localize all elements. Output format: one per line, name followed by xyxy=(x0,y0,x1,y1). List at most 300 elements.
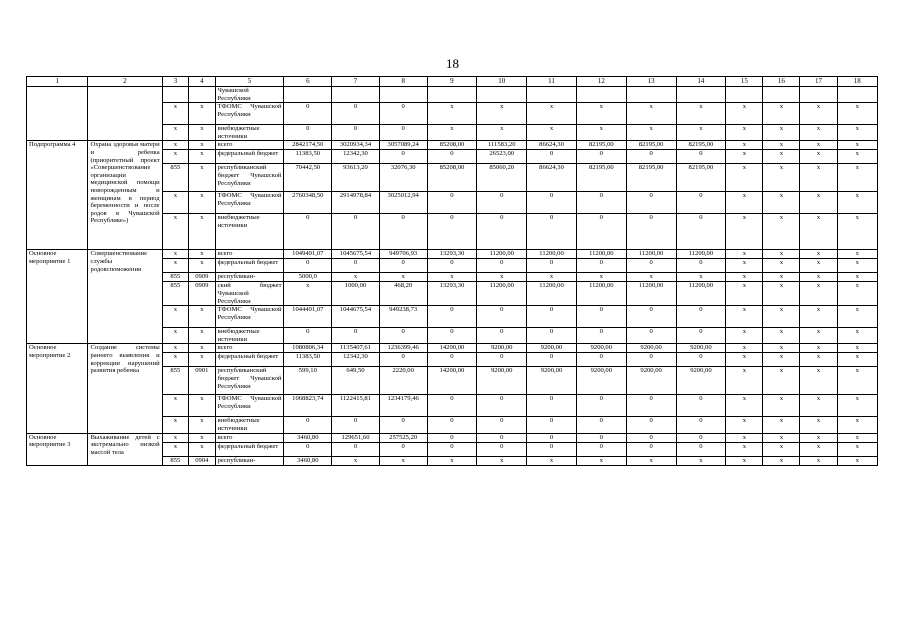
value-cell: х xyxy=(837,214,877,250)
value-cell: 0 xyxy=(527,353,577,367)
value-cell: х xyxy=(332,273,380,282)
value-cell: 2760348,50 xyxy=(284,192,332,214)
value-cell: х xyxy=(763,367,800,395)
table-body xyxy=(27,87,878,466)
value-cell: 0 xyxy=(379,442,427,456)
value-cell: 0 xyxy=(284,442,332,456)
value-cell: 2220,00 xyxy=(379,367,427,395)
value-cell: 9200,00 xyxy=(576,367,626,395)
value-cell: х xyxy=(800,192,837,214)
value-cell: 13293,30 xyxy=(427,250,477,259)
value-cell: 11383,50 xyxy=(284,150,332,164)
value-cell: х xyxy=(427,273,477,282)
value-cell: х xyxy=(763,353,800,367)
value-cell: 3057089,24 xyxy=(379,141,427,150)
value-cell: х xyxy=(726,141,763,150)
value-cell: 0 xyxy=(626,150,676,164)
grbs-code-cell: х xyxy=(162,125,188,141)
value-cell: 1000,00 xyxy=(332,282,380,306)
table-row xyxy=(27,87,878,103)
header-cell: 2 xyxy=(88,77,162,87)
value-cell: 0 xyxy=(379,353,427,367)
grbs-code-cell: х xyxy=(162,442,188,456)
value-cell: 82195,00 xyxy=(576,141,626,150)
value-cell: 93613,20 xyxy=(332,164,380,192)
value-cell: 111583,20 xyxy=(477,141,527,150)
program-name-cell: Создание системы раннего выявления и коррекции нарушений развития ребенка xyxy=(88,344,162,433)
value-cell: 0 xyxy=(676,395,726,417)
value-cell: 0 xyxy=(576,395,626,417)
value-cell: 11200,00 xyxy=(527,250,577,259)
value-cell: х xyxy=(800,214,837,250)
value-cell: х xyxy=(800,273,837,282)
section-code-cell: 0909 xyxy=(189,273,215,282)
value-cell: х xyxy=(763,442,800,456)
value-cell: 0 xyxy=(427,306,477,328)
grbs-code-cell: 855 xyxy=(162,273,188,282)
value-cell: 0 xyxy=(427,353,477,367)
value-cell: 0 xyxy=(284,103,332,125)
value-cell: х xyxy=(726,456,763,465)
funding-source-cell: республиканский бюджет Чувашской Республики xyxy=(215,164,284,192)
value-cell: 0 xyxy=(676,259,726,273)
value-cell: х xyxy=(726,442,763,456)
header-cell: 8 xyxy=(379,77,427,87)
value-cell: х xyxy=(576,273,626,282)
funding-source-cell: всего xyxy=(215,433,284,442)
value-cell: х xyxy=(427,456,477,465)
value-cell: 86624,30 xyxy=(527,164,577,192)
header-cell: 13 xyxy=(626,77,676,87)
value-cell: х xyxy=(800,395,837,417)
value-cell: 0 xyxy=(676,328,726,344)
section-code-cell: х xyxy=(189,103,215,125)
value-cell: 0 xyxy=(477,417,527,433)
grbs-code-cell: х xyxy=(162,214,188,250)
value-cell: 0 xyxy=(427,433,477,442)
funding-source-cell: всего xyxy=(215,344,284,353)
value-cell: 1122415,81 xyxy=(332,395,380,417)
value-cell: 3460,80 xyxy=(284,456,332,465)
value-cell: х xyxy=(527,456,577,465)
table-row xyxy=(27,433,878,442)
value-cell: 9200,00 xyxy=(477,344,527,353)
value-cell: х xyxy=(800,353,837,367)
value-cell: 82195,00 xyxy=(626,164,676,192)
value-cell: 0 xyxy=(626,395,676,417)
value-cell: 0 xyxy=(427,417,477,433)
section-code-cell: х xyxy=(189,192,215,214)
program-title-cell: Основное мероприятие 2 xyxy=(27,344,88,433)
value-cell: х xyxy=(626,273,676,282)
value-cell: х xyxy=(800,344,837,353)
value-cell: х xyxy=(763,150,800,164)
program-title-cell: Подпрограмма 4 xyxy=(27,141,88,250)
value-cell: 0 xyxy=(284,417,332,433)
value-cell xyxy=(576,87,626,103)
section-code-cell: х xyxy=(189,433,215,442)
value-cell: 0 xyxy=(626,433,676,442)
value-cell: 1044675,54 xyxy=(332,306,380,328)
section-code-cell: х xyxy=(189,417,215,433)
value-cell: х xyxy=(676,273,726,282)
grbs-code-cell: х xyxy=(162,417,188,433)
grbs-code-cell: х xyxy=(162,192,188,214)
value-cell: х xyxy=(763,306,800,328)
value-cell: 0 xyxy=(284,214,332,250)
value-cell xyxy=(800,87,837,103)
value-cell: 0 xyxy=(527,395,577,417)
value-cell: 0 xyxy=(427,214,477,250)
table-row xyxy=(27,250,878,259)
program-title-cell xyxy=(27,87,88,141)
section-code-cell xyxy=(189,87,215,103)
value-cell: 0 xyxy=(379,150,427,164)
value-cell: х xyxy=(837,328,877,344)
grbs-code-cell: 855 xyxy=(162,282,188,306)
value-cell: 11200,00 xyxy=(527,282,577,306)
value-cell: х xyxy=(763,328,800,344)
value-cell: х xyxy=(800,125,837,141)
value-cell: 82195,00 xyxy=(676,141,726,150)
value-cell: х xyxy=(763,456,800,465)
value-cell: х xyxy=(726,259,763,273)
value-cell: х xyxy=(837,433,877,442)
value-cell: 9200,00 xyxy=(477,367,527,395)
value-cell: 0 xyxy=(676,353,726,367)
value-cell: 0 xyxy=(626,259,676,273)
value-cell: 0 xyxy=(427,150,477,164)
grbs-code-cell: х xyxy=(162,395,188,417)
value-cell: 85060,20 xyxy=(477,164,527,192)
value-cell: х xyxy=(800,103,837,125)
value-cell: 0 xyxy=(527,417,577,433)
value-cell: х xyxy=(527,103,577,125)
value-cell: 0 xyxy=(676,306,726,328)
value-cell xyxy=(726,87,763,103)
header-cell: 4 xyxy=(189,77,215,87)
section-code-cell: х xyxy=(189,395,215,417)
grbs-code-cell: 855 xyxy=(162,367,188,395)
value-cell: х xyxy=(726,192,763,214)
value-cell: 1045675,54 xyxy=(332,250,380,259)
value-cell: х xyxy=(763,433,800,442)
value-cell: 0 xyxy=(379,125,427,141)
grbs-code-cell: х xyxy=(162,306,188,328)
program-name-cell: Совершенствование службы родовспоможения xyxy=(88,250,162,344)
value-cell: 0 xyxy=(576,192,626,214)
value-cell: х xyxy=(837,141,877,150)
section-code-cell: х xyxy=(189,328,215,344)
value-cell: х xyxy=(837,456,877,465)
value-cell: 12342,30 xyxy=(332,150,380,164)
program-name-cell: Выхаживание детей с экстремально низкой массой тела xyxy=(88,433,162,465)
value-cell: 0 xyxy=(379,103,427,125)
header-cell: 15 xyxy=(726,77,763,87)
value-cell: 85208,00 xyxy=(427,164,477,192)
value-cell: х xyxy=(726,433,763,442)
value-cell: х xyxy=(576,125,626,141)
value-cell: 0 xyxy=(527,150,577,164)
section-code-cell: 0904 xyxy=(189,456,215,465)
value-cell: 0 xyxy=(379,328,427,344)
header-cell: 3 xyxy=(162,77,188,87)
header-cell: 12 xyxy=(576,77,626,87)
value-cell: х xyxy=(527,273,577,282)
header-cell: 14 xyxy=(676,77,726,87)
value-cell: 26523,00 xyxy=(477,150,527,164)
value-cell: х xyxy=(626,456,676,465)
value-cell: х xyxy=(763,192,800,214)
value-cell: 82195,00 xyxy=(576,164,626,192)
value-cell: 9200,00 xyxy=(527,344,577,353)
value-cell: 11383,50 xyxy=(284,353,332,367)
value-cell: 0 xyxy=(477,433,527,442)
value-cell: 0 xyxy=(379,417,427,433)
value-cell: х xyxy=(676,103,726,125)
funding-source-cell: внебюджетные источники xyxy=(215,417,284,433)
value-cell: х xyxy=(379,456,427,465)
value-cell: 0 xyxy=(477,395,527,417)
value-cell: х xyxy=(726,395,763,417)
value-cell: 0 xyxy=(576,150,626,164)
value-cell: х xyxy=(576,456,626,465)
value-cell: 1080806,34 xyxy=(284,344,332,353)
grbs-code-cell: х xyxy=(162,250,188,259)
section-code-cell: х xyxy=(189,353,215,367)
value-cell: х xyxy=(763,259,800,273)
value-cell: х xyxy=(763,250,800,259)
funding-source-cell: ТФОМС Чувашской Республики xyxy=(215,306,284,328)
value-cell: х xyxy=(837,417,877,433)
table-row xyxy=(27,344,878,353)
value-cell: х xyxy=(763,417,800,433)
value-cell: 14200,00 xyxy=(427,344,477,353)
header-cell: 11 xyxy=(527,77,577,87)
budget-table xyxy=(26,76,878,466)
value-cell xyxy=(676,87,726,103)
value-cell: 0 xyxy=(626,306,676,328)
value-cell: 3020934,34 xyxy=(332,141,380,150)
value-cell: 5000,0 xyxy=(284,273,332,282)
value-cell: х xyxy=(800,164,837,192)
section-code-cell: х xyxy=(189,164,215,192)
funding-source-cell: ТФОМС Чувашской Республики xyxy=(215,192,284,214)
value-cell: 0 xyxy=(332,417,380,433)
value-cell xyxy=(284,87,332,103)
grbs-code-cell: х xyxy=(162,433,188,442)
value-cell: 1044491,07 xyxy=(284,306,332,328)
value-cell: х xyxy=(800,433,837,442)
value-cell: 0 xyxy=(576,328,626,344)
value-cell: 129651,60 xyxy=(332,433,380,442)
header-row xyxy=(27,77,878,87)
page-number: 18 xyxy=(446,56,459,71)
grbs-code-cell: 855 xyxy=(162,456,188,465)
value-cell: х xyxy=(837,282,877,306)
value-cell: 13293,30 xyxy=(427,282,477,306)
value-cell: х xyxy=(576,103,626,125)
value-cell: 0 xyxy=(332,125,380,141)
value-cell: х xyxy=(763,125,800,141)
value-cell: х xyxy=(726,125,763,141)
value-cell: 12342,30 xyxy=(332,353,380,367)
funding-source-cell: внебюджетные источники xyxy=(215,328,284,344)
value-cell: 85208,00 xyxy=(427,141,477,150)
value-cell: 0 xyxy=(332,259,380,273)
value-cell: х xyxy=(800,141,837,150)
value-cell: х xyxy=(837,164,877,192)
value-cell: х xyxy=(726,164,763,192)
value-cell: х xyxy=(427,103,477,125)
program-name-cell xyxy=(88,87,162,141)
value-cell: х xyxy=(726,306,763,328)
value-cell: х xyxy=(726,214,763,250)
value-cell xyxy=(379,87,427,103)
funding-source-cell: ТФОМС Чувашской Республики xyxy=(215,103,284,125)
value-cell: х xyxy=(800,456,837,465)
header-cell: 7 xyxy=(332,77,380,87)
value-cell: х xyxy=(763,395,800,417)
value-cell: 0 xyxy=(626,192,676,214)
value-cell: х xyxy=(726,417,763,433)
value-cell: 11200,00 xyxy=(477,250,527,259)
value-cell: х xyxy=(477,273,527,282)
value-cell: х xyxy=(837,103,877,125)
value-cell: 9200,00 xyxy=(626,367,676,395)
value-cell: х xyxy=(800,282,837,306)
section-code-cell: х xyxy=(189,125,215,141)
value-cell: х xyxy=(763,103,800,125)
grbs-code-cell: х xyxy=(162,344,188,353)
value-cell: 11200,00 xyxy=(576,282,626,306)
value-cell: х xyxy=(726,344,763,353)
value-cell: х xyxy=(477,103,527,125)
value-cell: 0 xyxy=(332,442,380,456)
value-cell: 14200,00 xyxy=(427,367,477,395)
value-cell: х xyxy=(477,125,527,141)
value-cell: х xyxy=(763,344,800,353)
value-cell: 11200,00 xyxy=(676,250,726,259)
value-cell: 0 xyxy=(527,214,577,250)
value-cell: 649,50 xyxy=(332,367,380,395)
value-cell xyxy=(527,87,577,103)
value-cell: 0 xyxy=(284,125,332,141)
header-cell: 16 xyxy=(763,77,800,87)
section-code-cell: х xyxy=(189,150,215,164)
value-cell: 0 xyxy=(527,433,577,442)
value-cell: х xyxy=(800,417,837,433)
value-cell: х xyxy=(477,456,527,465)
value-cell: 0 xyxy=(626,353,676,367)
value-cell: 0 xyxy=(477,442,527,456)
value-cell: х xyxy=(837,192,877,214)
value-cell: х xyxy=(676,456,726,465)
value-cell: х xyxy=(837,273,877,282)
value-cell: х xyxy=(427,125,477,141)
value-cell: 0 xyxy=(576,214,626,250)
value-cell xyxy=(837,87,877,103)
value-cell: 32076,30 xyxy=(379,164,427,192)
value-cell: 1068823,74 xyxy=(284,395,332,417)
value-cell xyxy=(427,87,477,103)
value-cell: х xyxy=(763,164,800,192)
section-code-cell: 0901 xyxy=(189,367,215,395)
grbs-code-cell: х xyxy=(162,259,188,273)
value-cell: 0 xyxy=(676,442,726,456)
value-cell: х xyxy=(837,150,877,164)
value-cell: 0 xyxy=(477,192,527,214)
header-cell: 10 xyxy=(477,77,527,87)
value-cell: х xyxy=(726,273,763,282)
value-cell: 0 xyxy=(527,306,577,328)
value-cell: х xyxy=(800,306,837,328)
funding-source-cell: ТФОМС Чувашской Республики xyxy=(215,395,284,417)
value-cell: 0 xyxy=(332,328,380,344)
funding-source-cell: республикан- xyxy=(215,273,284,282)
value-cell: х xyxy=(837,395,877,417)
value-cell: 0 xyxy=(284,328,332,344)
value-cell: 0 xyxy=(676,150,726,164)
value-cell: х xyxy=(837,250,877,259)
header-cell: 17 xyxy=(800,77,837,87)
value-cell: х xyxy=(837,353,877,367)
value-cell: 0 xyxy=(576,259,626,273)
value-cell: х xyxy=(800,150,837,164)
value-cell: х xyxy=(837,367,877,395)
value-cell: х xyxy=(626,103,676,125)
value-cell: х xyxy=(837,344,877,353)
table-header xyxy=(27,77,878,87)
value-cell: х xyxy=(726,250,763,259)
value-cell: 0 xyxy=(676,214,726,250)
value-cell: 599,10 xyxy=(284,367,332,395)
funding-source-cell: внебюджетные источники xyxy=(215,125,284,141)
table-row xyxy=(27,141,878,150)
funding-source-cell: федеральный бюджет xyxy=(215,353,284,367)
value-cell: 11200,00 xyxy=(626,250,676,259)
value-cell: х xyxy=(763,214,800,250)
value-cell: х xyxy=(676,125,726,141)
value-cell: 11200,00 xyxy=(477,282,527,306)
grbs-code-cell: х xyxy=(162,353,188,367)
value-cell: 0 xyxy=(427,442,477,456)
value-cell: 468,20 xyxy=(379,282,427,306)
value-cell xyxy=(763,87,800,103)
value-cell: 3025012,94 xyxy=(379,192,427,214)
value-cell xyxy=(626,87,676,103)
value-cell: 11200,00 xyxy=(626,282,676,306)
value-cell: 1049491,07 xyxy=(284,250,332,259)
value-cell: 2842174,50 xyxy=(284,141,332,150)
value-cell: 0 xyxy=(379,214,427,250)
value-cell: х xyxy=(800,442,837,456)
value-cell: 0 xyxy=(527,442,577,456)
value-cell: 0 xyxy=(576,306,626,328)
value-cell: 0 xyxy=(527,328,577,344)
value-cell: 0 xyxy=(379,259,427,273)
program-name-cell: Охрана здоровья матери и ребенка (приоритетный проект «Совершенствование организации медицинской помощи новорожденным и женщинам в период беременности и после родов в Чувашской Республике») xyxy=(88,141,162,250)
funding-source-cell: республикан- xyxy=(215,456,284,465)
section-code-cell: х xyxy=(189,259,215,273)
value-cell: 9200,00 xyxy=(676,344,726,353)
value-cell: 82195,00 xyxy=(676,164,726,192)
section-code-cell: х xyxy=(189,344,215,353)
value-cell: 0 xyxy=(427,328,477,344)
value-cell: х xyxy=(726,103,763,125)
header-cell: 9 xyxy=(427,77,477,87)
grbs-code-cell: х xyxy=(162,150,188,164)
